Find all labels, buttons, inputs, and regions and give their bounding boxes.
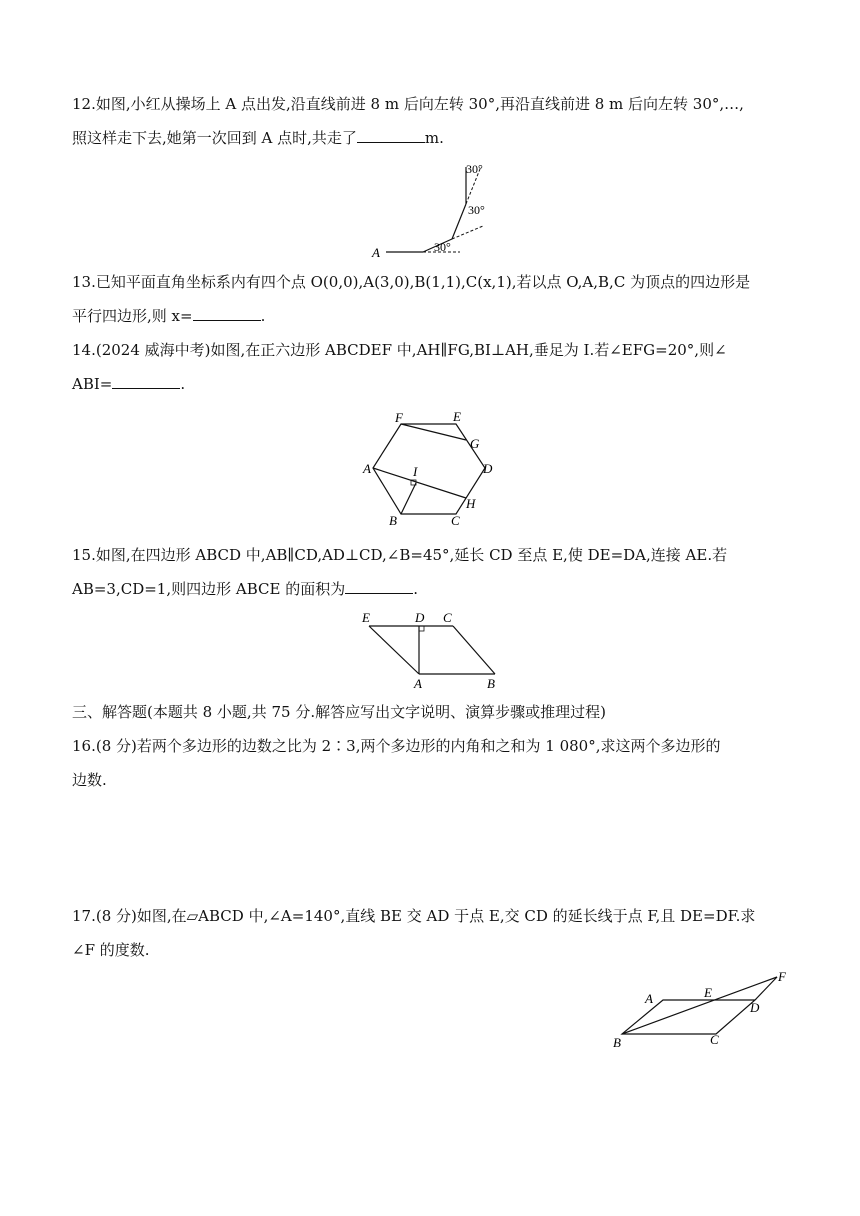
q12-answer-blank[interactable]: [357, 128, 425, 143]
q13-line2-text: 平行四边形,则 x=: [72, 307, 193, 325]
q15-label-C: C: [443, 610, 452, 625]
q15-line1: 15.如图,在四边形 ABCD 中,AB∥CD,AD⊥CD,∠B=45°,延长 CD 至点 E,使 DE=DA,连接 AE.若: [72, 546, 728, 564]
q16-line2: 边数.: [72, 771, 107, 789]
q15-segment-CB: [453, 626, 495, 674]
q12-line2-text: 照这样走下去,她第一次回到 A 点时,共走了: [72, 129, 357, 147]
q12-figure: [360, 155, 510, 265]
q15-answer-blank[interactable]: [345, 579, 413, 594]
q15-label-B: B: [487, 676, 495, 690]
q12-angle3: 30°: [466, 162, 483, 176]
q14-line1: 14.(2024 威海中考)如图,在正六边形 ABCDEF 中,AH∥FG,BI⊥AH,垂足为 I.若∠EFG=20°,则∠: [72, 341, 727, 359]
q12-line2: [72, 128, 444, 148]
q17-label-F: F: [778, 969, 786, 984]
q14-label-F: F: [395, 410, 403, 425]
q13-answer-blank[interactable]: [193, 306, 261, 321]
q12-seg3: [452, 204, 466, 239]
q15-segment-EA: [369, 626, 419, 674]
q17-label-C: C: [710, 1032, 719, 1047]
q15-label-E: E: [362, 610, 370, 625]
q12-label-A: A: [372, 245, 380, 260]
q12-angle1: 30°: [434, 240, 451, 254]
q14-segment-AH: [373, 468, 466, 498]
q16-line1: 16.(8 分)若两个多边形的边数之比为 2∶3,两个多边形的内角和之和为 1 080°,求这两个多边形的: [72, 737, 721, 755]
q15-line2-end: .: [413, 580, 418, 598]
q14-line2-text: ABI=: [72, 375, 113, 393]
q14-answer-blank[interactable]: [112, 374, 180, 389]
q14-label-E: E: [453, 409, 461, 424]
q13-line2: [72, 306, 265, 326]
q15-figure: [355, 606, 515, 690]
q15-label-A: A: [414, 676, 422, 690]
q17-line2: ∠F 的度数.: [72, 941, 150, 959]
q14-segment-FG: [401, 424, 466, 440]
q15-right-angle-mark: [419, 626, 424, 631]
q15-line2: [72, 579, 418, 599]
q17-parallelogram-figure: [605, 965, 795, 1055]
q12-line2-end: m.: [424, 129, 444, 147]
q17-label-E: E: [704, 985, 712, 1000]
q17-line1: 17.(8 分)如图,在▱ABCD 中,∠A=140°,直线 BE 交 AD 于点 E,交 CD 的延长线于点 F,且 DE=DF.求: [72, 907, 756, 925]
q17-label-A: A: [645, 991, 653, 1006]
q17-label-D: D: [750, 1000, 760, 1015]
q14-label-D: D: [483, 461, 493, 476]
q14-line2: [72, 374, 185, 394]
q14-label-H: H: [466, 496, 476, 511]
q14-label-C: C: [451, 513, 460, 528]
q14-label-A: A: [363, 461, 371, 476]
q13-line2-end: .: [260, 307, 266, 325]
q14-label-B: B: [389, 513, 397, 528]
q15-label-D: D: [415, 610, 425, 625]
q14-label-G: G: [470, 436, 480, 451]
q17-label-B: B: [613, 1035, 621, 1050]
q15-line2-text: AB=3,CD=1,则四边形 ABCE 的面积为: [72, 580, 346, 598]
q17-parallelogram: [622, 1000, 755, 1034]
q14-hexagon-figure: [355, 404, 515, 532]
q14-segment-BI: [401, 483, 416, 514]
section-heading: 三、解答题(本题共 8 小题,共 75 分.解答应写出文字说明、演算步骤或推理过程): [72, 703, 606, 721]
q13-line1: 13.已知平面直角坐标系内有四个点 O(0,0),A(3,0),B(1,1),C(x,1),若以点 O,A,B,C 为顶点的四边形是: [72, 273, 751, 291]
q14-label-I: I: [413, 464, 418, 479]
q12-line1: 12.如图,小红从操场上 A 点出发,沿直线前进 8 m 后向左转 30°,再沿直线前进 8 m 后向左转 30°,…,: [72, 95, 744, 113]
q12-angle2: 30°: [468, 203, 485, 217]
q14-line2-end: .: [180, 375, 186, 393]
